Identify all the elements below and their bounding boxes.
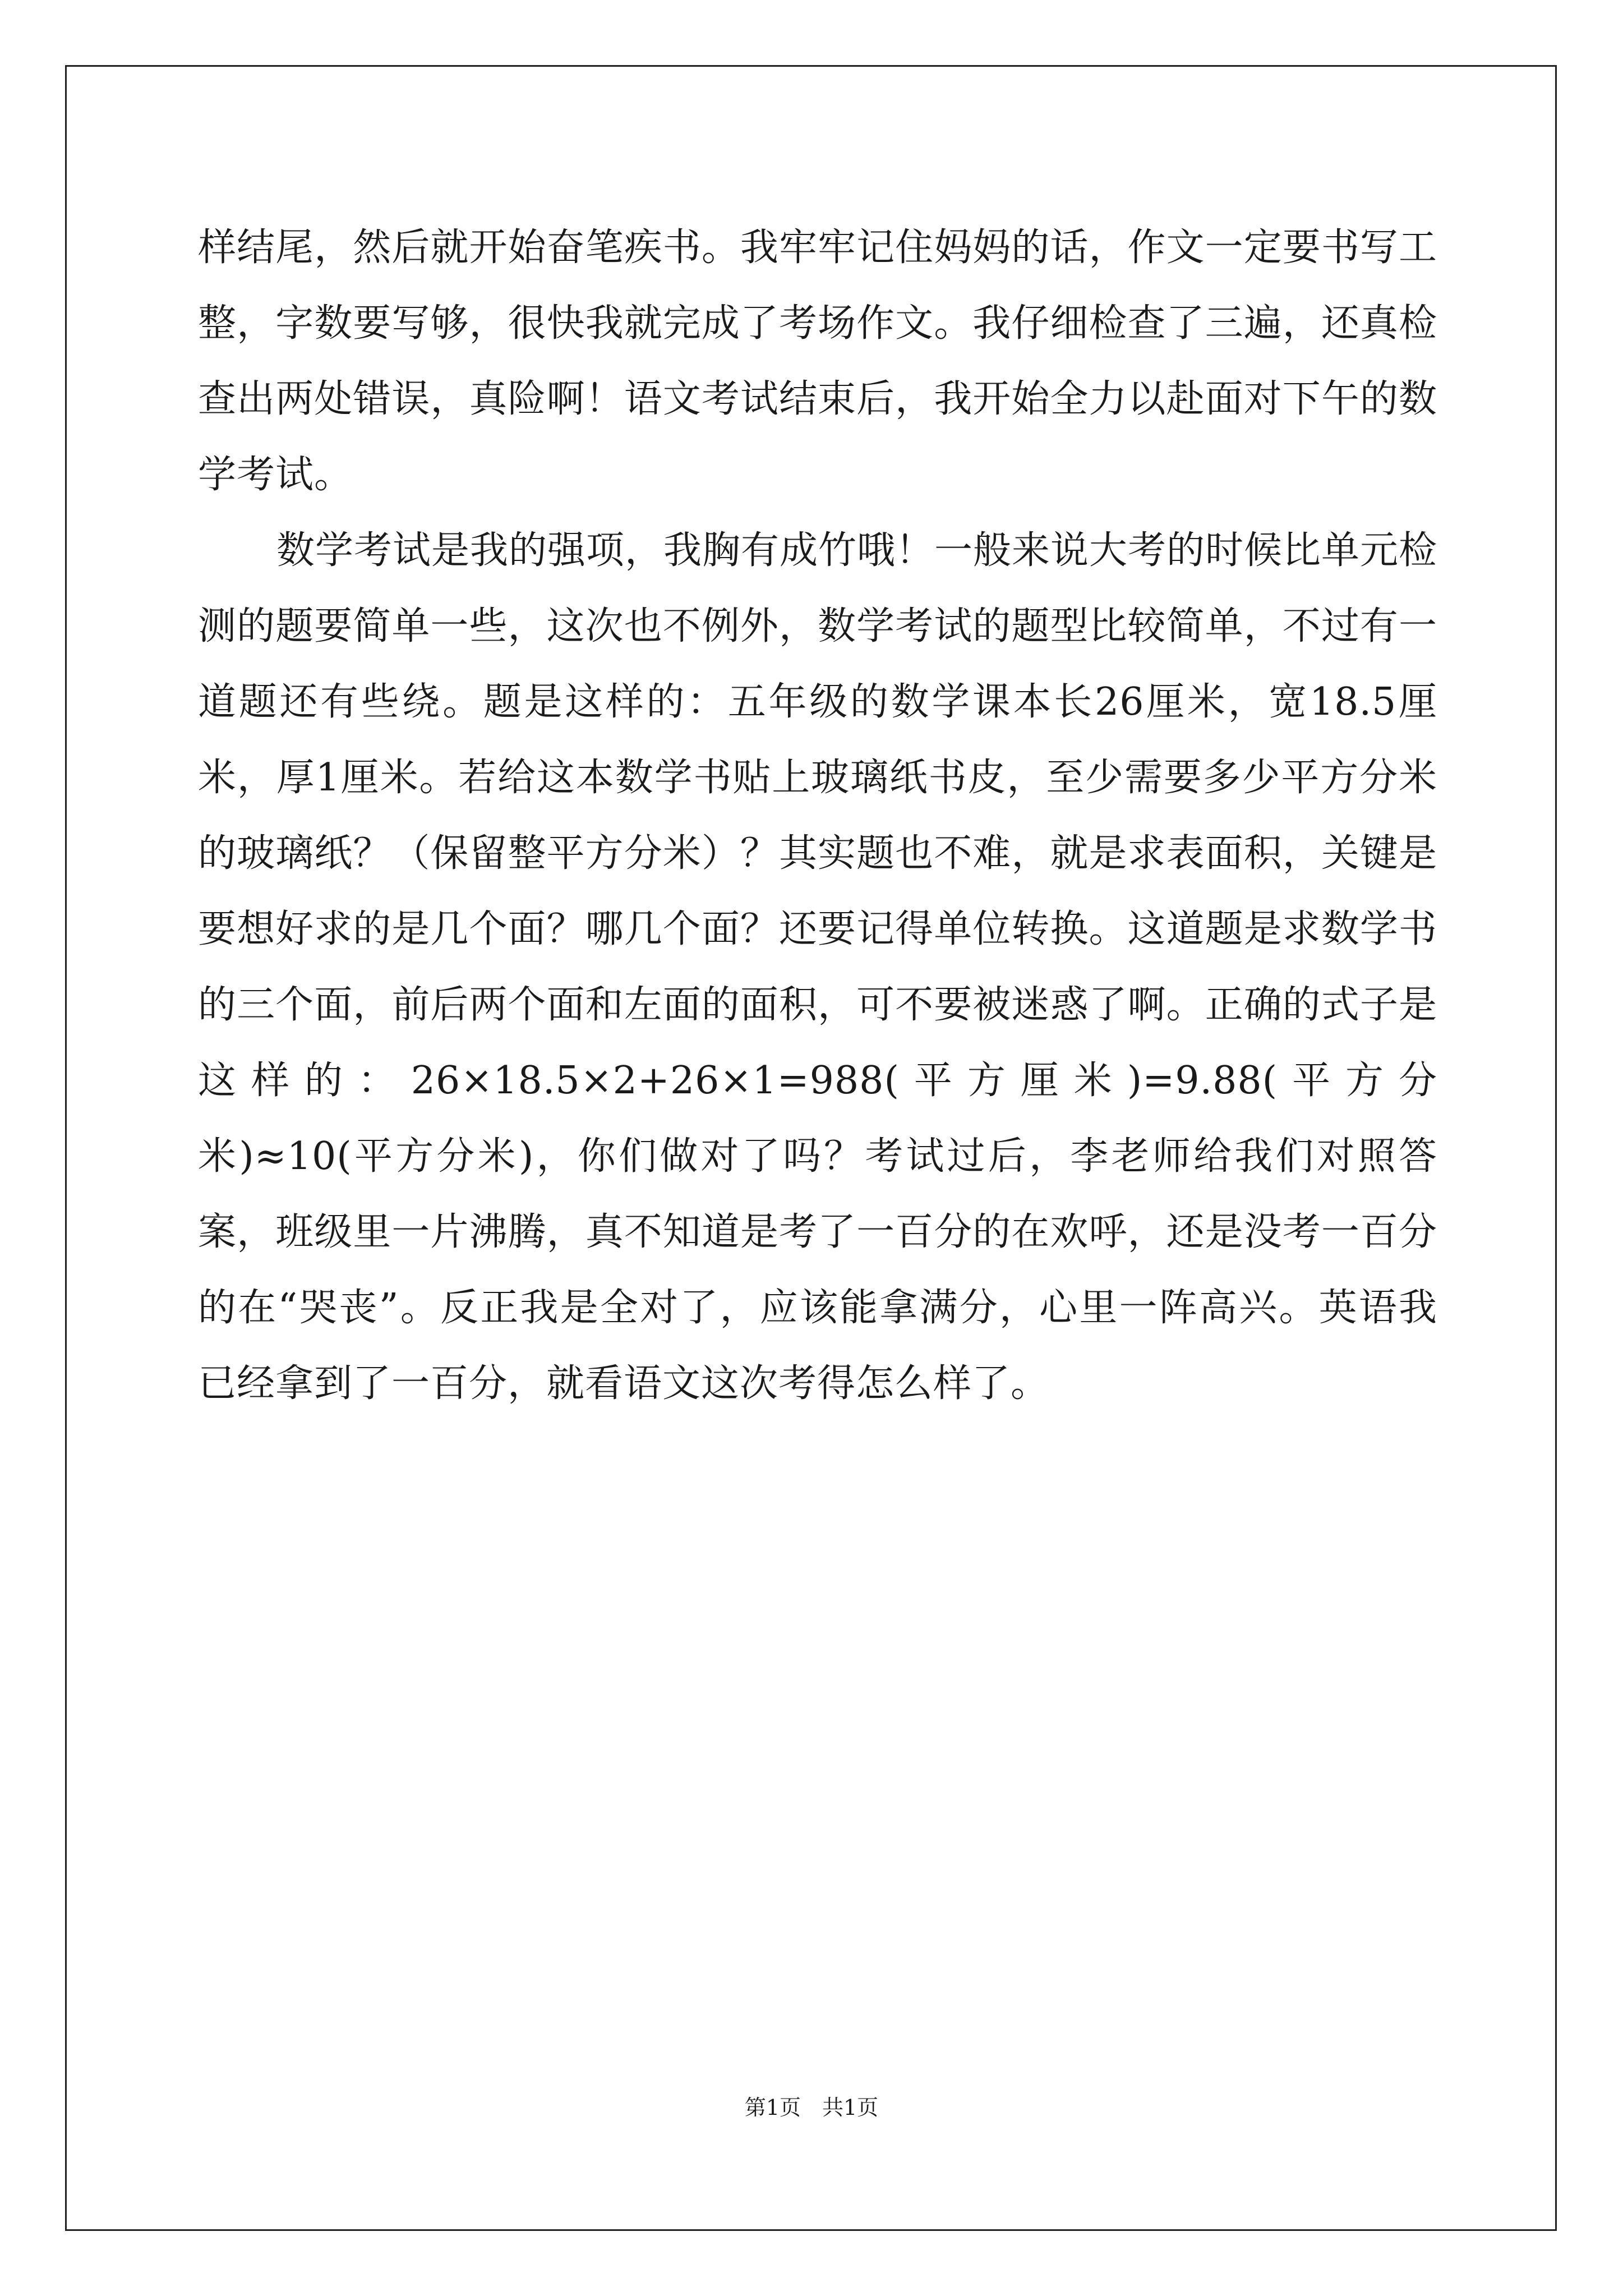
- paragraph-continuation: 样结尾，然后就开始奋笔疾书。我牢牢记住妈妈的话，作文一定要书写工整，字数要写够，很快我就完成了考场作文。我仔细检查了三遍，还真检查出两处错误，真险啊！语文考试结束后，我开始全力以赴面对下午的数学考试。: [198, 226, 1437, 497]
- document-body: [198, 210, 1437, 1421]
- page-number-footer: 第1页 共1页: [744, 2095, 879, 2120]
- paragraph-math-exam: 数学考试是我的强项，我胸有成竹哦！一般来说大考的时候比单元检测的题要简单一些，这次也不例外，数学考试的题型比较简单，不过有一道题还有些绕。题是这样的：五年级的数学课本长26厘米，宽18.5厘米，厚1厘米。若给这本数学书贴上玻璃纸书皮，至少需要多少平方分米的玻璃纸？（保留整平方分米）？其实题也不难，就是求表面积，关键是要想好求的是几个面？哪几个面？还要记得单位转换。这道题是求数学书的三个面，前后两个面和左面的面积，可不要被迷惑了啊。正确的式子是这样的：26×18.5×2+26×1=988(平方厘米)=9.88(平方分米)≈10(平方分米)，你们做对了吗？考试过后，李老师给我们对照答案，班级里一片沸腾，真不知道是考了一百分的在欢呼，还是没考一百分的在“哭丧”。反正我是全对了，应该能拿满分，心里一阵高兴。英语我已经拿到了一百分，就看语文这次考得怎么样了。: [198, 528, 1438, 1406]
